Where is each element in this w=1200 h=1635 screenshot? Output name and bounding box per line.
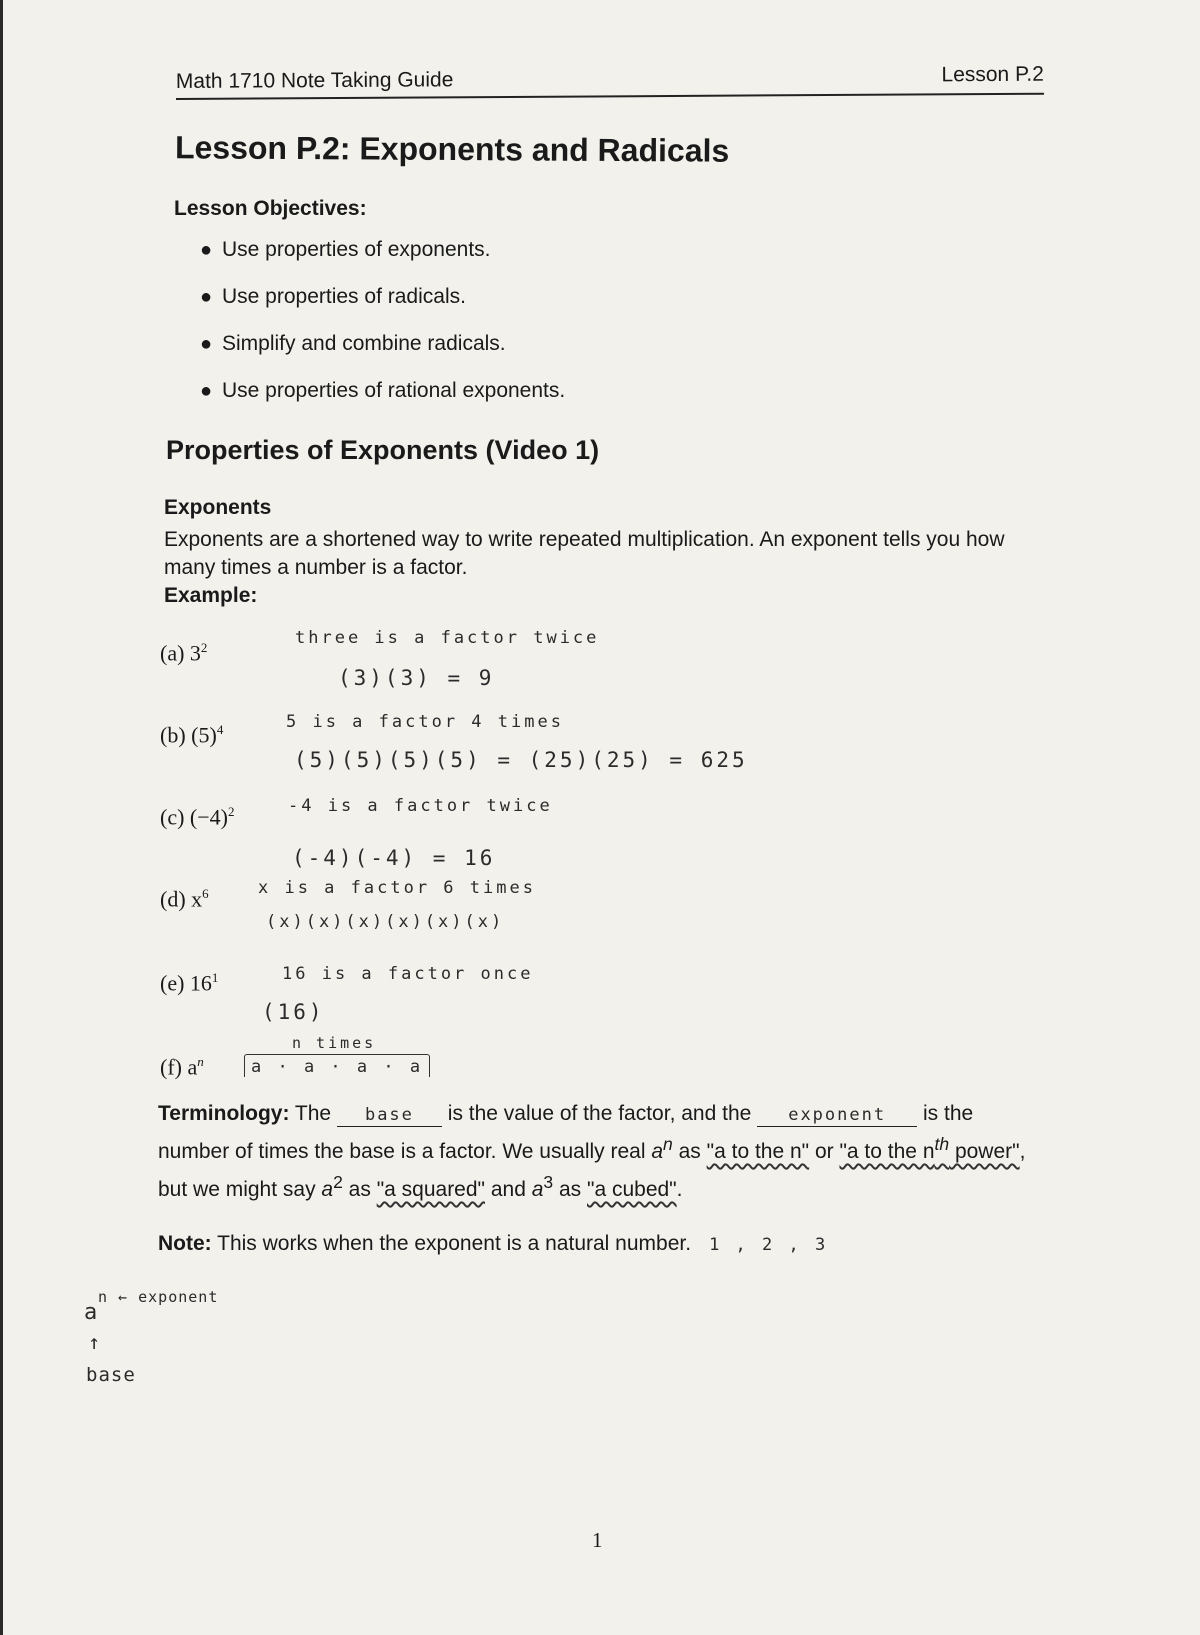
- example-b-handwritten-work: (5)(5)(5)(5) = (25)(25) = 625: [294, 748, 748, 772]
- a-to-the-nth-phrase: "a to the $n^{th}$ power": [839, 1134, 1020, 1163]
- exponents-heading: Exponents: [164, 496, 272, 519]
- example-c-handwritten-work: (-4)(-4) = 16: [292, 846, 496, 870]
- course-title: Math 1710 Note Taking Guide: [175, 68, 454, 94]
- example-a-label: (a) $3^2$: [160, 640, 208, 666]
- example-label: Example:: [164, 584, 258, 607]
- terminology-paragraph: Terminology: The base is the value of the factor, and the exponent is the number of times the base is a factor. We usually real $a^n$ as "a to the n" or "a to the $n^{th}$ power", but we might say $a^2$ as "a squared" and $a^3$ as "a cubed".: [158, 1102, 1026, 1201]
- page-edge: [0, 0, 3, 1635]
- terminology-label: Terminology:: [158, 1102, 290, 1125]
- example-c-handwritten-note: -4 is a factor twice: [288, 796, 553, 816]
- margin-arrow-icon: ↑: [88, 1330, 104, 1354]
- bullet-icon: ●: [200, 239, 213, 261]
- example-d-handwritten-note: x is a factor 6 times: [258, 878, 536, 898]
- page-number: 1: [592, 1528, 603, 1552]
- lesson-title: Lesson P.2: Exponents and Radicals: [174, 129, 730, 169]
- exponents-paragraph: Exponents are a shortened way to write repeated multiplication. An exponent tells you how many times a number is a factor.: [164, 528, 1005, 579]
- example-a-handwritten-work: (3)(3) = 9: [338, 666, 495, 690]
- objective-item: ● Use properties of rational exponents.: [200, 379, 566, 402]
- example-a-handwritten-note: three is a factor twice: [295, 628, 600, 648]
- objective-item: ● Use properties of exponents.: [200, 238, 491, 261]
- margin-note-base: base: [86, 1364, 136, 1386]
- note-handwritten: 1 , 2 , 3: [709, 1235, 829, 1255]
- bullet-icon: ●: [200, 333, 213, 355]
- objective-item: ● Use properties of radicals.: [200, 285, 466, 308]
- objectives-heading: Lesson Objectives:: [174, 197, 367, 220]
- page-header: [176, 57, 1044, 100]
- exponent-blank: exponent: [757, 1104, 917, 1127]
- example-f-handwritten-work: a · a · a · a: [244, 1054, 430, 1077]
- example-b-label: (b) $(5)^4$: [160, 722, 224, 748]
- bullet-icon: ●: [200, 286, 213, 308]
- margin-note-a: a: [84, 1300, 101, 1325]
- section-title: Properties of Exponents (Video 1): [166, 435, 600, 465]
- note-line: Note: This works when the exponent is a natural number. 1 , 2 , 3: [158, 1232, 829, 1255]
- example-b-handwritten-note: 5 is a factor 4 times: [286, 712, 564, 732]
- objectives-list: [200, 238, 565, 426]
- a-to-the-n-phrase: "a to the n": [706, 1140, 810, 1163]
- example-f-handwritten-note: n times: [292, 1034, 377, 1052]
- example-f-label: (f) $a^n$: [160, 1054, 204, 1080]
- a-cubed-phrase: "a cubed": [587, 1178, 677, 1201]
- example-d-handwritten-work: (x)(x)(x)(x)(x)(x): [266, 912, 505, 932]
- a-squared-phrase: "a squared": [376, 1178, 485, 1201]
- bullet-icon: ●: [200, 380, 213, 402]
- example-e-handwritten-note: 16 is a factor once: [282, 964, 534, 984]
- note-label: Note:: [158, 1232, 212, 1255]
- margin-note-exponent: n ← exponent: [98, 1288, 219, 1306]
- base-blank: base: [337, 1104, 442, 1127]
- example-e-handwritten-work: (16): [262, 1000, 325, 1024]
- lesson-code: Lesson P.2: [941, 62, 1044, 87]
- example-e-label: (e) $16^1$: [160, 970, 219, 996]
- example-d-label: (d) $x^6$: [160, 886, 209, 912]
- example-c-label: (c) $(-4)^2$: [160, 804, 235, 830]
- objective-item: ● Simplify and combine radicals.: [200, 332, 506, 355]
